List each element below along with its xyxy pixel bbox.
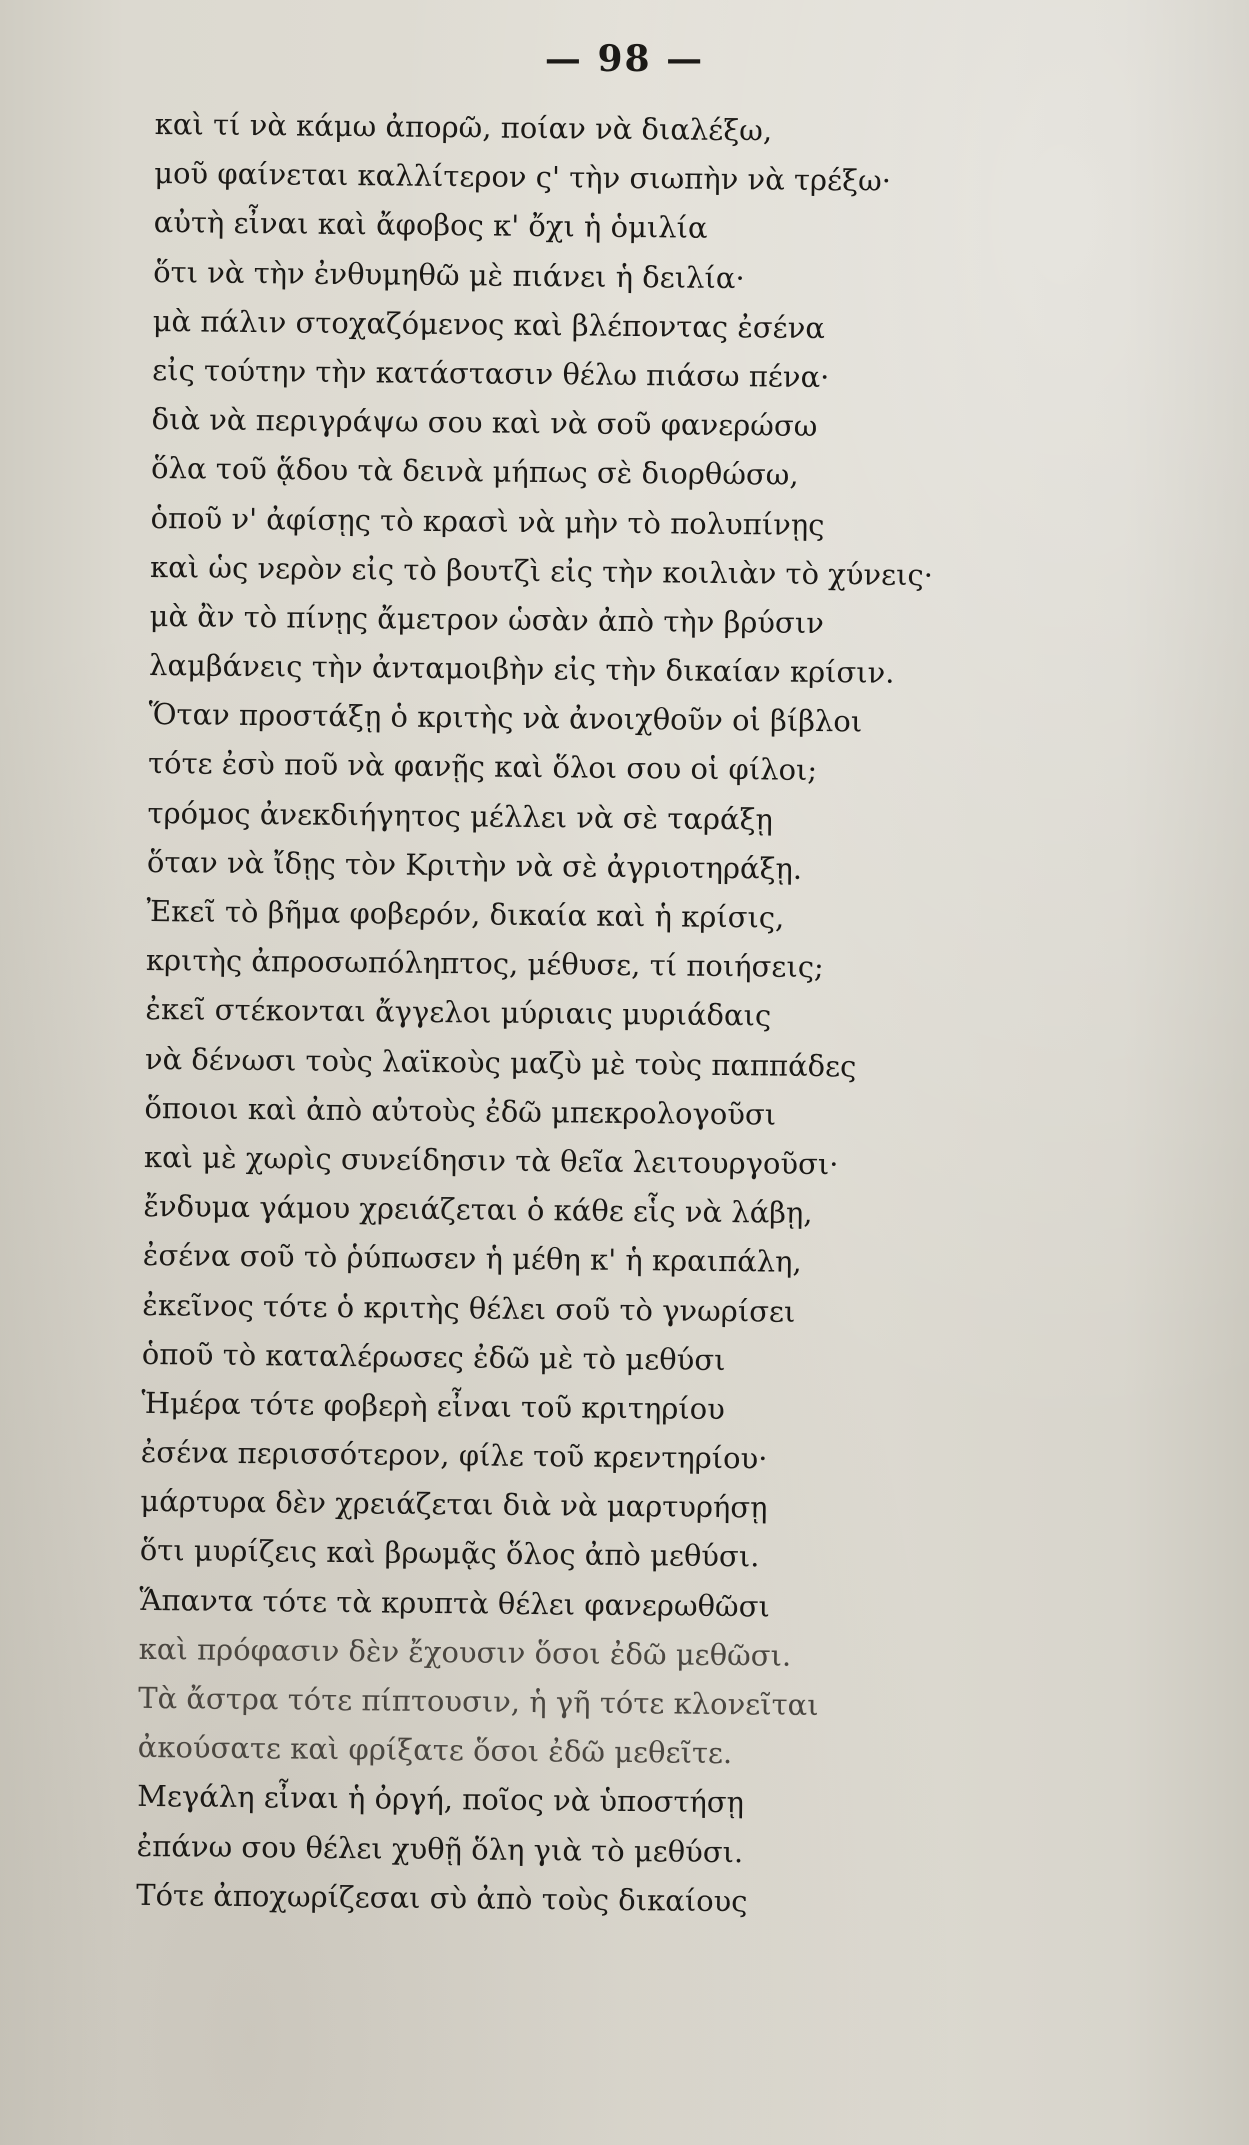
poem-line-35: Μεγάλη εἶναι ἡ ὀργή, ποῖος νὰ ὑποστήσῃ [137, 1779, 745, 1820]
poem-line-1: καὶ τί νὰ κάμω ἀπορῶ, ποίαν νὰ διαλέξω, [154, 106, 773, 148]
poem-line-11: μὰ ἂν τὸ πίνῃς ἄμετρον ὡσὰν ἀπὸ τὴν βρύσιν [149, 598, 824, 640]
poem-line-34: ἀκούσατε καὶ φρίξατε ὅσοι ἐδῶ μεθεῖτε. [137, 1730, 733, 1771]
poem-line-17: Ἐκεῖ τὸ βῆμα φοβερόν, δικαία καὶ ἡ κρίσις, [146, 893, 785, 935]
poem-line-22: καὶ μὲ χωρὶς συνείδησιν τὰ θεῖα λειτουργοῦσι· [143, 1139, 839, 1182]
poem-line-21: ὅποιοι καὶ ἀπὸ αὐτοὺς ἐδῶ μπεκρολογοῦσι [144, 1090, 777, 1132]
poem-line-30: ὅτι μυρίζεις καὶ βρωμᾷς ὅλος ἀπὸ μεθύσι. [139, 1533, 760, 1574]
poem-line-9: ὁποῦ ν' ἀφίσῃς τὸ κρασὶ νὰ μὴν τὸ πολυπίνῃς [150, 500, 825, 542]
poem-line-4: ὅτι νὰ τὴν ἐνθυμηθῶ μὲ πιάνει ἡ δειλία· [153, 254, 745, 295]
poem-line-5: μὰ πάλιν στοχαζόμενος καὶ βλέποντας ἐσένα [152, 303, 826, 345]
poem-line-33: Τὰ ἄστρα τότε πίπτουσιν, ἡ γῆ τότε κλονεῖται [138, 1680, 819, 1723]
poem-line-7: διὰ νὰ περιγράψω σου καὶ νὰ σοῦ φανερώσω [151, 402, 818, 444]
poem-line-18: κριτὴς ἀπροσωπόληπτος, μέθυσε, τί ποιήσεις; [145, 943, 824, 985]
poem-line-2: μοῦ φαίνεται καλλίτερον ς' τὴν σιωπὴν νὰ τρέξω· [154, 156, 892, 198]
poem-line-32: καὶ πρόφασιν δὲν ἔχουσιν ὅσοι ἐδῶ μεθῶσι. [138, 1631, 792, 1673]
poem-line-24: ἐσένα σοῦ τὸ ῥύπωσεν ἡ μέθη κ' ἡ κραιπάλη, [142, 1238, 802, 1280]
poem-line-23: ἔνδυμα γάμου χρειάζεται ὁ κάθε εἷς νὰ λάβῃ, [143, 1189, 813, 1231]
poem-line-28: ἐσένα περισσότερον, φίλε τοῦ κρεντηρίου· [140, 1434, 768, 1476]
poem-line-36: ἐπάνω σου θέλει χυθῇ ὅλη γιὰ τὸ μεθύσι. [136, 1828, 744, 1869]
poem-text [136, 100, 1155, 1930]
poem-line-12: λαμβάνεις τὴν ἀνταμοιβὴν εἰς τὴν δικαίαν κρίσιν. [148, 648, 895, 690]
poem-line-19: ἐκεῖ στέκονται ἄγγελοι μύριαις μυριάδαις [145, 992, 772, 1033]
poem-line-16: ὅταν νὰ ἴδῃς τὸν Κριτὴν νὰ σὲ ἀγριοτηράξῃ. [146, 844, 803, 886]
poem-line-26: ὁποῦ τὸ καταλέρωσες ἐδῶ μὲ τὸ μεθύσι [141, 1336, 726, 1377]
poem-line-8: ὅλα τοῦ ᾅδου τὰ δεινὰ μήπως σὲ διορθώσω, [150, 451, 799, 493]
poem-line-13: Ὅταν προστάξῃ ὁ κριτὴς νὰ ἀνοιχθοῦν οἱ βίβλοι [148, 697, 863, 739]
poem-line-31: Ἅπαντα τότε τὰ κρυπτὰ θέλει φανερωθῶσι [139, 1582, 771, 1624]
poem-line-20: νὰ δένωσι τοὺς λαϊκοὺς μαζὺ μὲ τοὺς παππάδες [144, 1041, 857, 1083]
poem-line-6: εἰς τούτην τὴν κατάστασιν θέλω πιάσω πένα· [151, 352, 830, 395]
page-number: — 98 — [544, 38, 705, 80]
poem-line-3: αὐτὴ εἶναι καὶ ἄφοβος κ' ὄχι ἡ ὁμιλία [153, 205, 708, 246]
poem-line-29: μάρτυρα δὲν χρειάζεται διὰ νὰ μαρτυρήσῃ [140, 1484, 768, 1525]
poem-line-15: τρόμος ἀνεκδιήγητος μέλλει νὰ σὲ ταράξῃ [147, 795, 774, 837]
poem-line-14: τότε ἐσὺ ποῦ νὰ φανῇς καὶ ὅλοι σου οἱ φίλοι; [147, 746, 818, 788]
poem-line-10: καὶ ὡς νερὸν εἰς τὸ βουτζὶ εἰς τὴν κοιλιὰν τὸ χύνεις· [149, 549, 934, 592]
poem-line-37: Τότε ἀποχωρίζεσαι σὺ ἀπὸ τοὺς δικαίους [136, 1877, 748, 1919]
poem-line-25: ἐκεῖνος τότε ὁ κριτὴς θέλει σοῦ τὸ γνωρίσει [142, 1287, 796, 1329]
poem-line-27: Ἡμέρα τότε φοβερὴ εἶναι τοῦ κριτηρίου [141, 1385, 726, 1426]
